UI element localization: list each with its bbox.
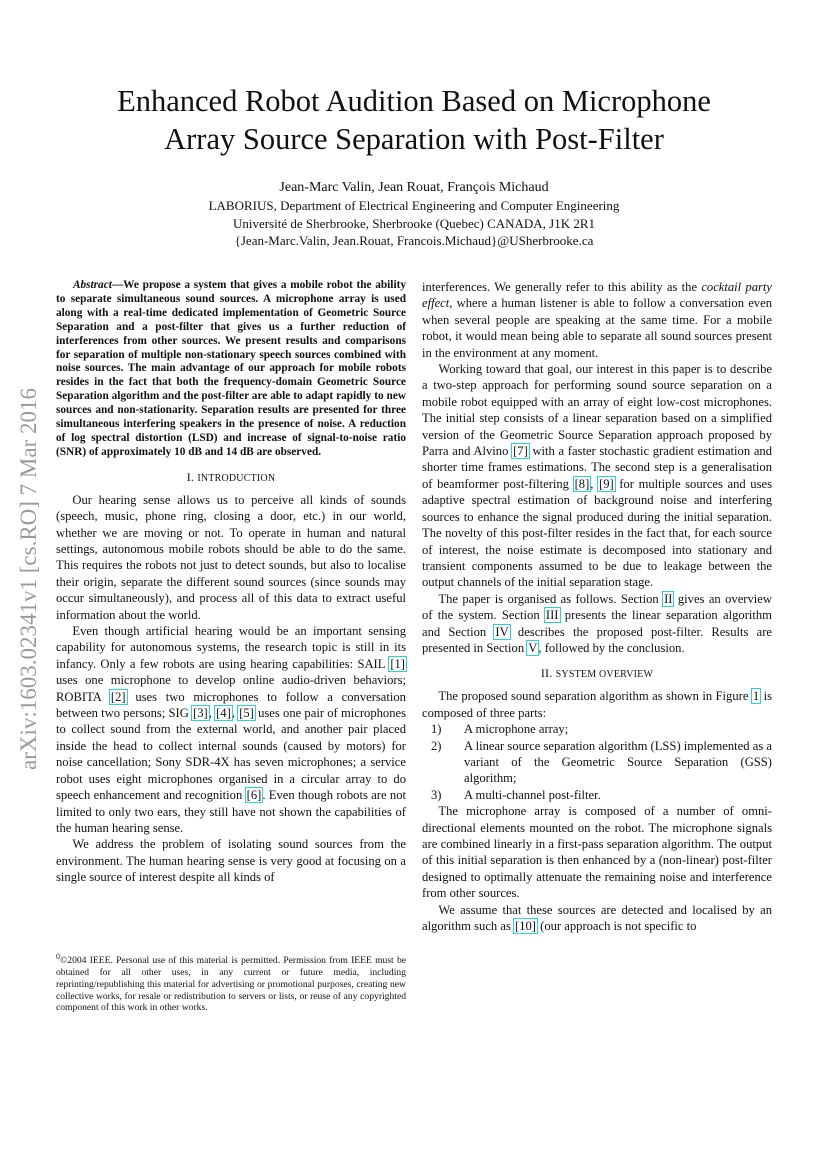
section-link[interactable]: IV [495, 624, 509, 639]
citation-link[interactable]: [9] [599, 476, 614, 491]
intro-paragraph-3: We address the problem of isolating sound sources from the environment. The human hearing sense is very good at focusing on a single source of interest despite all kinds of [56, 837, 406, 885]
author-names: Jean-Marc Valin, Jean Rouat, François Michaud [279, 180, 549, 195]
citation-link[interactable]: [10] [515, 919, 536, 934]
arxiv-identifier: arXiv:1603.02341v1 [cs.RO] 7 Mar 2016 [16, 388, 41, 771]
right-paragraph-2 [422, 361, 772, 591]
text-run: uses one pair of microphones to collect sound from the external world, and another pair placed inside the head to collect internal sounds (caused by motors) for noise cancellation; Sony SDR-4X has seven microphones; a service robot uses eight microphones organised in a circular array to do speech enhancement and recognition [56, 706, 407, 803]
right-paragraph-1 [422, 279, 772, 361]
footnote-mark: 0 [56, 952, 60, 961]
list-number: 3) [431, 787, 442, 802]
text-run: , [208, 706, 216, 721]
section-number: I. [186, 469, 198, 484]
text-run: for multiple sources and uses adaptive spectral estimation of background noise and interfering sources to enhance the signal produced during the initial separation. The novelty of this post-filter resides in the fact that, for each source of interest, the noise estimate is decomposed into stationary and transient components assumed to be due to leakage between the output channels of the initial separation stage. [422, 476, 772, 590]
section-number: II. [540, 666, 556, 681]
section-title: SYSTEM OVERVIEW [555, 669, 654, 681]
citation-link[interactable]: [8] [574, 476, 590, 491]
footnote-text: ©2004 IEEE. Personal use of this material is permitted. Permission from IEEE must be obtained for all other uses, in any current or future media, including reprinting/republishing this material for advertising or promotional purposes, creating new collective works, for resale or redistribution to servers or lists, or reuse of any copyrighted component of this work in other works. [56, 955, 406, 1014]
list-item [422, 738, 772, 787]
overview-paragraph-2: The microphone array is composed of a number of omni-directional elements mounted on the robot. The microphone signals are combined linearly in a first-pass separation algorithm. The output of this initial separation is then enhanced by a (non-linear) post-filter designed to optimally attenuate the remaining noise and interference from other sources. [422, 804, 772, 901]
right-paragraph-3 [422, 591, 772, 657]
affiliation-university: Université de Sherbrooke, Sherbrooke (Quebec) CANADA, J1K 2R1 [232, 215, 596, 231]
citation-link[interactable]: [7] [513, 444, 528, 459]
text-run: gives an overview of the system. Section [422, 591, 772, 623]
list-text: A microphone array; [464, 722, 569, 737]
text-run: is composed of three parts: [422, 689, 772, 720]
text-run: presents the linear separation algorithm and Section [422, 608, 772, 639]
title-line-2: Array Source Separation with Post-Filter [164, 122, 664, 156]
paper-title [60, 82, 768, 158]
list-text: A linear source separation algorithm (LSS) implemented as a variant of the Geometric Source Separation (GSS) algorithm; [464, 738, 772, 786]
list-text: A multi-channel post-filter. [464, 787, 601, 802]
text-run: interferences. We generally refer to this ability as the [422, 280, 702, 294]
abstract-label: Abstract [72, 279, 112, 291]
right-column [422, 279, 772, 934]
text-run: (our approach is not specific to [536, 919, 697, 934]
text-run: uses one microphone to develop online audio-driven behaviors; ROBITA [56, 673, 406, 704]
text-run: , [590, 476, 599, 491]
component-list [422, 721, 772, 803]
text-run: Even though artificial hearing would be an important sensing capability for autonomous systems, the research topic is still in its infancy. Only a few robots are using hearing capabilities: SAIL [56, 624, 406, 671]
text-run: The proposed sound separation algorithm as shown in Figure [438, 689, 752, 704]
title-line-1: Enhanced Robot Audition Based on Microphone [117, 84, 711, 118]
citation-link[interactable]: [1] [390, 656, 405, 671]
citation-link[interactable]: [3] [193, 706, 208, 721]
section-link[interactable]: III [545, 608, 559, 623]
text-run: describes the proposed post-filter. Results are presented in Section [422, 624, 772, 655]
emphasis-term: cocktail party effect [422, 280, 773, 311]
author-emails: {Jean-Marc.Valin, Jean.Rouat, Francois.Michaud}@USherbrooke.ca [234, 233, 594, 248]
list-item [422, 721, 772, 737]
list-item [422, 787, 772, 803]
intro-paragraph-1: Our hearing sense allows us to perceive all kinds of sounds (speech, music, phone ring, closing a door, etc.) in our world, whether we are moving or not. To operate in human and natural settings, autonomous mobile robots should be able to do the same. This requires the robots not just to detect sounds, but also to localise their origin, separate the different sound sources (since sounds may occur simultaneously), and process all of this data to extract useful information about the world. [56, 492, 406, 622]
list-number: 2) [431, 738, 442, 753]
copyright-footnote [56, 951, 406, 1014]
citation-link[interactable]: [2] [110, 689, 126, 704]
section-link[interactable]: V [528, 640, 538, 655]
overview-paragraph-3 [422, 902, 772, 935]
figure-link[interactable]: 1 [752, 689, 760, 704]
section-heading-introduction [56, 469, 406, 487]
text-run: We assume that these sources are detected and localised by an algorithm such as [422, 902, 772, 934]
section-heading-system-overview [422, 665, 772, 683]
text-run: , where a human listener is able to follow a conversation even when several people are speaking at the same time. For a mobile robot, it would mean being able to separate all sound sources present in the environment at any moment. [422, 296, 772, 360]
text-run: , [231, 706, 239, 721]
citation-link[interactable]: [4] [216, 706, 231, 721]
affiliation-department: LABORIUS, Department of Electrical Engineering and Computer Engineering [208, 198, 620, 213]
citation-link[interactable]: [6] [246, 788, 262, 803]
text-run: , followed by the conclusion. [538, 640, 685, 655]
section-link[interactable]: II [664, 591, 673, 606]
abstract [56, 279, 406, 460]
intro-paragraph-2 [56, 623, 406, 836]
text-run: with a faster stochastic gradient estimation and shorter time frames estimations. The second step is a generalisation of beamformer post-filtering [422, 444, 772, 491]
citation-link[interactable]: [5] [239, 706, 254, 721]
text-run: . Even though robots are not limited to only two ears, they still have not shown the capabilities of the human hearing sense. [56, 788, 407, 835]
left-column [56, 279, 406, 886]
text-run: Working toward that goal, our interest in this paper is to describe a two-step approach for performing sound source separation on a mobile robot equipped with an array of eight low-cost microphones. The initial step consists of a linear separation based on a simplified version of the Geometric Source Separation approach proposed by Parra and Alvino [422, 362, 772, 459]
text-run: uses two microphones to follow a conversation between two persons; SIG [56, 689, 406, 721]
list-number: 1) [431, 722, 442, 737]
section-title: INTRODUCTION [197, 472, 276, 484]
text-run: The paper is organised as follows. Section [438, 591, 664, 606]
author-block [100, 178, 728, 250]
overview-paragraph-1 [422, 688, 772, 721]
abstract-text: —We propose a system that gives a mobile robot the ability to separate simultaneous sound sources. A microphone array is used along with a real-time dedicated implementation of Geometric Source Separation and a post-filter that gives us a further reduction of interferences from other sources. We present results and comparisons for separation of multiple non-stationary speech sources combined with noise sources. The main advantage of our approach for mobile robots resides in the fact that both the frequency-domain Geometric Source Separation algorithm and the post-filter are able to adapt rapidly to new sources and non-stationarity. Separation results are presented for three simultaneous interfering speakers in the presence of noise. A reduction of log spectral distortion (LSD) and increase of signal-to-noise ratio (SNR) of approximately 10 dB and 14 dB are observed. [56, 279, 406, 458]
